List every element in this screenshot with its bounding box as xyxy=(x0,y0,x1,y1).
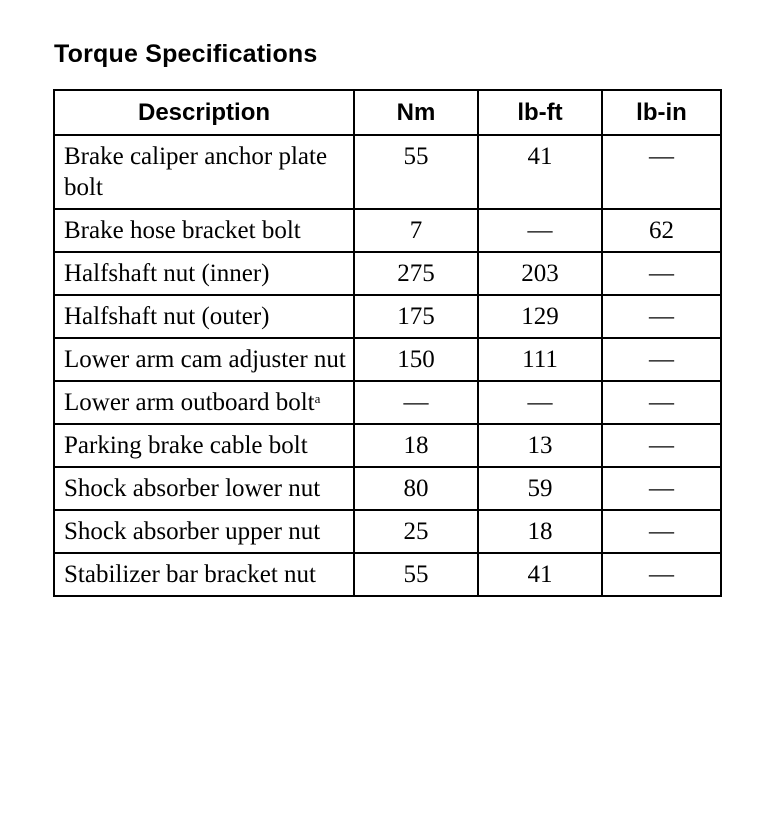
table-row xyxy=(54,135,721,209)
description-text: Lower arm outboard bolt xyxy=(64,389,315,416)
lbft-cell: 59 xyxy=(478,467,602,510)
description-cell xyxy=(54,424,354,467)
nm-cell: — xyxy=(354,381,478,424)
torque-spec-table xyxy=(53,89,722,597)
lbft-cell: 111 xyxy=(478,338,602,381)
description-text: Brake hose bracket bolt xyxy=(64,217,301,244)
lbin-cell: — xyxy=(602,135,721,209)
lbin-cell: 62 xyxy=(602,209,721,252)
table-row xyxy=(54,553,721,596)
lbft-cell: 203 xyxy=(478,252,602,295)
lbft-cell: 18 xyxy=(478,510,602,553)
lbin-cell: — xyxy=(602,295,721,338)
nm-cell: 275 xyxy=(354,252,478,295)
description-cell xyxy=(54,467,354,510)
description-cell xyxy=(54,553,354,596)
description-text: Halfshaft nut (outer) xyxy=(64,303,270,330)
lbft-cell: 13 xyxy=(478,424,602,467)
column-header-lbin: lb-in xyxy=(602,90,721,135)
lbin-cell: — xyxy=(602,252,721,295)
table-row xyxy=(54,424,721,467)
column-header-nm: Nm xyxy=(354,90,478,135)
nm-cell: 150 xyxy=(354,338,478,381)
nm-cell: 7 xyxy=(354,209,478,252)
description-text: Lower arm cam adjuster nut xyxy=(64,346,346,373)
description-cell xyxy=(54,510,354,553)
lbin-cell: — xyxy=(602,338,721,381)
nm-cell: 175 xyxy=(354,295,478,338)
description-text: Shock absorber upper nut xyxy=(64,518,321,545)
lbin-cell: — xyxy=(602,510,721,553)
table-row xyxy=(54,209,721,252)
lbft-cell: — xyxy=(478,381,602,424)
lbin-cell: — xyxy=(602,553,721,596)
table-row xyxy=(54,252,721,295)
lbft-cell: 41 xyxy=(478,553,602,596)
nm-cell: 55 xyxy=(354,553,478,596)
description-text: Parking brake cable bolt xyxy=(64,432,308,459)
lbft-cell: — xyxy=(478,209,602,252)
lbin-cell: — xyxy=(602,381,721,424)
description-text: Shock absorber lower nut xyxy=(64,475,321,502)
lbin-cell: — xyxy=(602,467,721,510)
description-cell xyxy=(54,295,354,338)
lbft-cell: 129 xyxy=(478,295,602,338)
description-text: Brake caliper anchor plate bolt xyxy=(64,143,328,201)
description-text: Stabilizer bar bracket nut xyxy=(64,561,316,588)
column-header-description: Description xyxy=(54,90,354,135)
description-cell xyxy=(54,209,354,252)
header-row xyxy=(54,90,721,135)
table-row xyxy=(54,295,721,338)
footnote-marker: a xyxy=(314,391,321,406)
description-cell xyxy=(54,381,354,424)
nm-cell: 55 xyxy=(354,135,478,209)
column-header-lbft: lb-ft xyxy=(478,90,602,135)
description-text: Halfshaft nut (inner) xyxy=(64,260,270,287)
description-cell xyxy=(54,135,354,209)
description-cell xyxy=(54,252,354,295)
lbft-cell: 41 xyxy=(478,135,602,209)
table-row xyxy=(54,467,721,510)
table-row xyxy=(54,338,721,381)
nm-cell: 80 xyxy=(354,467,478,510)
table-row xyxy=(54,510,721,553)
description-cell xyxy=(54,338,354,381)
nm-cell: 25 xyxy=(354,510,478,553)
nm-cell: 18 xyxy=(354,424,478,467)
page-title: Torque Specifications xyxy=(54,40,318,68)
table-row xyxy=(54,381,721,424)
lbin-cell: — xyxy=(602,424,721,467)
